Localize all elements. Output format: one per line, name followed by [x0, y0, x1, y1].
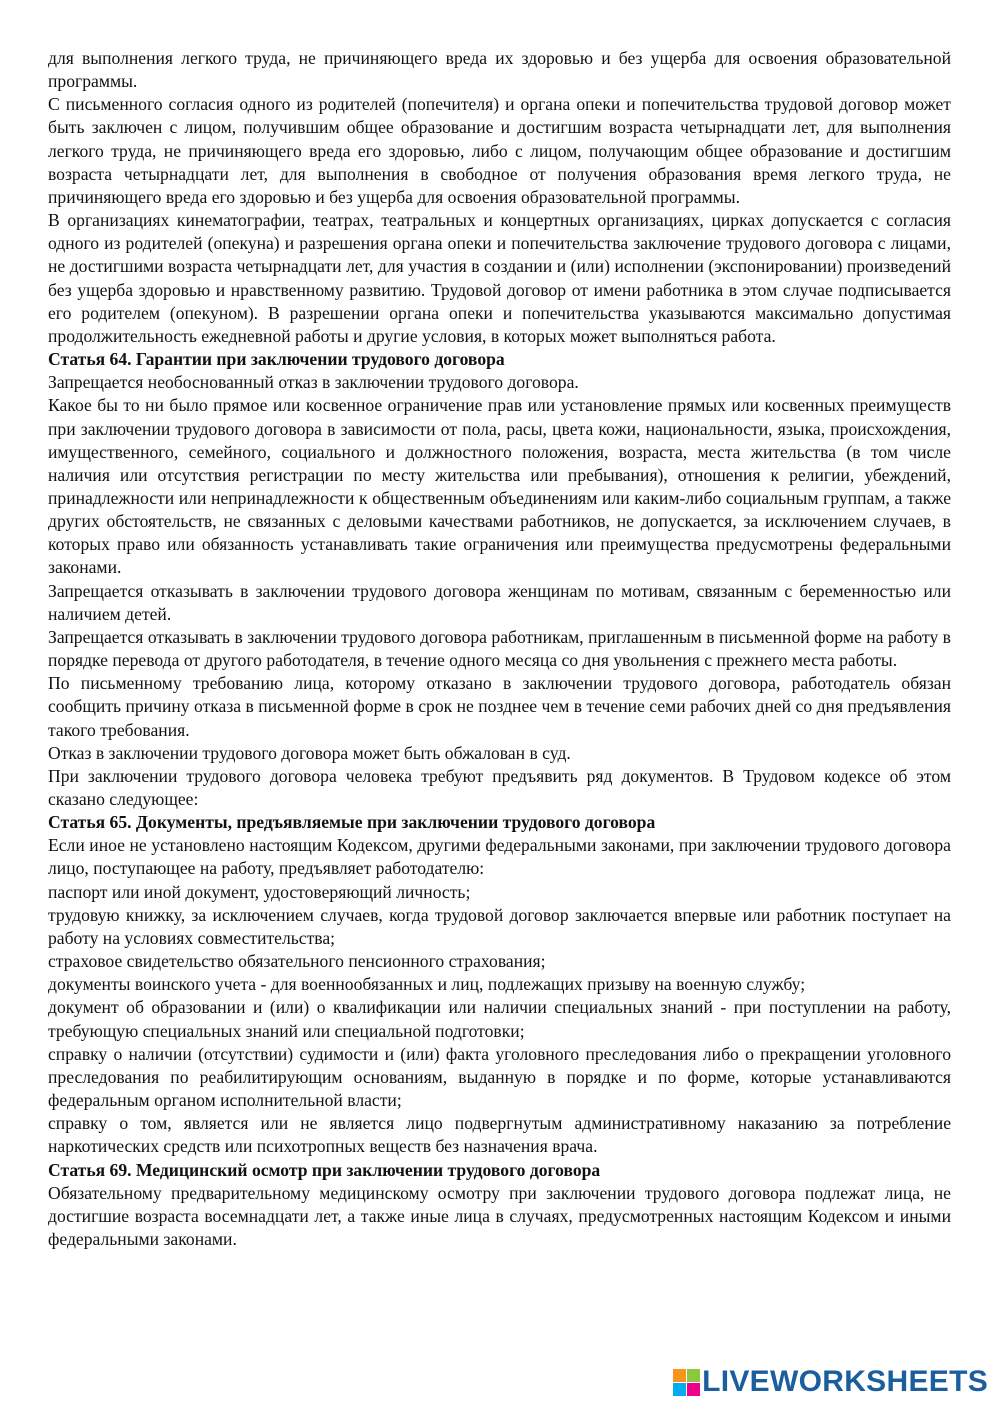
paragraph: Какое бы то ни было прямое или косвенное ограничение прав или установление прямых или косвенных преимуществ при заключении трудового договора в зависимости от пола, расы, цвета кожи, национальности, языка, происхождения, имущественного, семейного, социального и должностного положения, возраста, места жительства (в том числе наличия или отсутствия регистрации по месту жительства или пребывания), отношения к религии, убеждений, принадлежности или непринадлежности к общественным объединениям или каким-либо социальным группам, а также других обстоятельств, не связанных с деловыми качествами работников, не допускается, за исключением случаев, в которых право или обязанность устанавливать такие ограничения или преимущества предусмотрены федеральными законами. — [48, 395, 951, 578]
paragraph: С письменного согласия одного из родителей (попечителя) и органа опеки и попечительства трудовой договор может быть заключен с лицом, получившим общее образование и достигшим возраста четырнадцати лет, для выполнения легкого труда, не причиняющего вреда его здоровью, либо с лицом, получающим общее образование и достигшим возраста четырнадцати лет, для выполнения в свободное от получения образования время легкого труда, не причиняющего вреда его здоровью и без ущерба для освоения образовательной программы. — [48, 94, 951, 207]
liveworksheets-logo-icon — [673, 1369, 700, 1396]
article-65-heading: Статья 65. Документы, предъявляемые при заключении трудового договора — [48, 812, 656, 833]
paragraph: Запрещается отказывать в заключении трудового договора женщинам по мотивам, связанным с беременностью или наличием детей. — [48, 580, 951, 624]
paragraph: Отказ в заключении трудового договора может быть обжалован в суд. — [48, 742, 571, 763]
paragraph: для выполнения легкого труда, не причиняющего вреда их здоровью и без ущерба для освоения образовательной программы. — [48, 48, 951, 92]
list-item: страховое свидетельство обязательного пенсионного страхования; — [48, 951, 546, 972]
paragraph: Если иное не установлено настоящим Кодексом, другими федеральными законами, при заключении трудового договора лицо, поступающее на работу, предъявляет работодателю: — [48, 835, 951, 879]
list-item: справку о наличии (отсутствии) судимости и (или) факта уголовного преследования либо о прекращении уголовного преследования по реабилитирующим основаниям, выданную в порядке и по форме, которые устанавливаются федеральным органом исполнительной власти; — [48, 1043, 951, 1111]
document-body — [48, 47, 951, 1251]
list-item: справку о том, является или не является лицо подвергнутым административному наказанию за потребление наркотических средств или психотропных веществ без назначения врача. — [48, 1113, 951, 1157]
list-item: паспорт или иной документ, удостоверяющий личность; — [48, 881, 471, 902]
paragraph: Запрещается необоснованный отказ в заключении трудового договора. — [48, 372, 579, 393]
list-item: трудовую книжку, за исключением случаев, когда трудовой договор заключается впервые или работник поступает на работу на условиях совместительства; — [48, 904, 951, 948]
list-item: документы воинского учета - для военнообязанных и лиц, подлежащих призыву на военную службу; — [48, 974, 806, 995]
paragraph: При заключении трудового договора человека требуют предъявить ряд документов. В Трудовом кодексе об этом сказано следующее: — [48, 765, 951, 809]
paragraph: По письменному требованию лица, которому отказано в заключении трудового договора, работодатель обязан сообщить причину отказа в письменной форме в срок не позднее чем в течение семи рабочих дней со дня предъявления такого требования. — [48, 673, 951, 740]
paragraph: Запрещается отказывать в заключении трудового договора работникам, приглашенным в письменной форме на работу в порядке перевода от другого работодателя, в течение одного месяца со дня увольнения с прежнего места работы. — [48, 626, 951, 671]
liveworksheets-logo — [673, 1365, 988, 1399]
paragraph: Обязательному предварительному медицинскому осмотру при заключении трудового договора подлежат лица, не достигшие возраста восемнадцати лет, а также иные лица в случаях, предусмотренных настоящим Кодексом и иными федеральными законами. — [48, 1182, 951, 1249]
paragraph: В организациях кинематографии, театрах, театральных и концертных организациях, цирках допускается с согласия одного из родителей (опекуна) и разрешения органа опеки и попечительства заключение трудового договора с лицами, не достигшими возраста четырнадцати лет, для участия в создании и (или) исполнении (экспонировании) произведений без ущерба здоровью и нравственному развитию. Трудовой договор от имени работника в этом случае подписывается его родителем (опекуном). В разрешении органа опеки и попечительства указываются максимально допустимая продолжительность ежедневной работы и другие условия, в которых может выполняться работа. — [48, 210, 951, 346]
list-item: документ об образовании и (или) о квалификации или наличии специальных знаний - при поступлении на работу, требующую специальных знаний или специальной подготовки; — [48, 997, 951, 1041]
article-64-heading: Статья 64. Гарантии при заключении трудового договора — [48, 349, 505, 370]
article-69-heading: Статья 69. Медицинский осмотр при заключении трудового договора — [48, 1159, 601, 1180]
watermark-text: LIVEWORKSHEETS — [702, 1365, 988, 1398]
